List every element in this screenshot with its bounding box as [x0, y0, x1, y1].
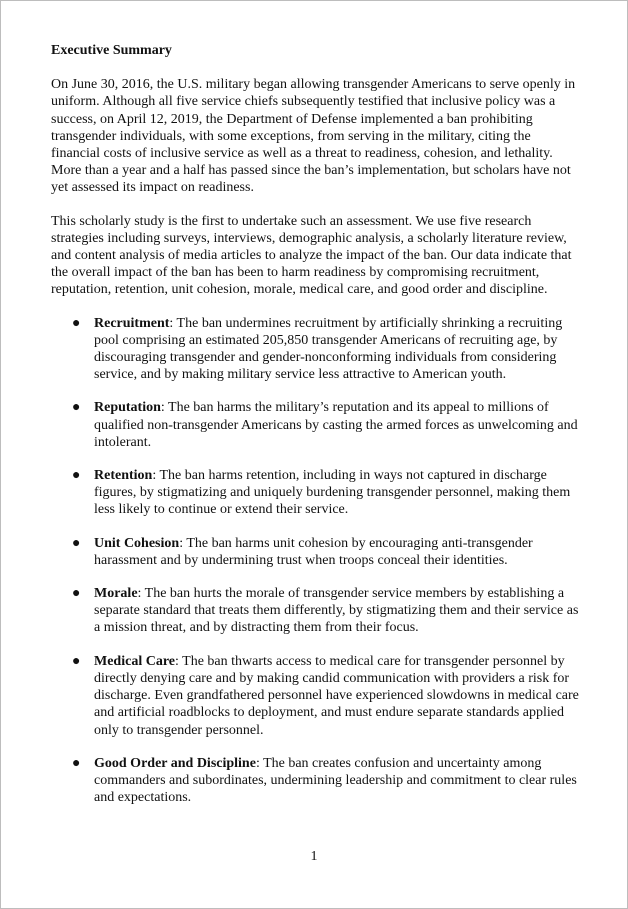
term-label: Retention	[94, 468, 153, 484]
list-item-recruitment	[51, 315, 583, 384]
page-number: 1	[310, 849, 318, 864]
list-item-medical-care	[51, 653, 583, 739]
term-label: Recruitment	[94, 315, 170, 331]
findings-list	[51, 315, 583, 807]
term-description: : The ban harms retention, including in ways not captured in discharge figures, by stigmatizing and uniquely burdening transgender personnel, making them less likely to continue or extend their service.	[94, 468, 571, 518]
list-item-retention	[51, 467, 583, 519]
term-description: : The ban harms the military’s reputation and its appeal to millions of qualified non-transgender Americans by casting the armed forces as unwelcoming and intolerant.	[94, 400, 578, 450]
bullet-icon: ●	[72, 755, 81, 771]
term-description: : The ban harms unit cohesion by encouraging anti-transgender harassment and by undermining trust when troops conceal their identities.	[94, 535, 533, 568]
term-description: : The ban thwarts access to medical care for transgender personnel by directly denying care and by making candid communication with providers a risk for discharge. Even grandfathered personnel have experienced slowdowns in medical care and artificial roadblocks to deployment, and must endure separate standards applied only to transgender personnel.	[94, 653, 579, 738]
list-item-good-order	[51, 755, 583, 807]
term-description: : The ban hurts the morale of transgender service members by establishing a separate standard that treats them differently, by stigmatizing them and their service as a mission threat, and by distracting them from their focus.	[94, 586, 579, 636]
intro-paragraph: On June 30, 2016, the U.S. military began allowing transgender Americans to serve openly in uniform. Although all five service chiefs subsequently testified that inclusive policy was a success, on April 12, 2019, the Department of Defense implemented a ban prohibiting transgender individuals, with some exceptions, from serving in the military, citing the financial costs of inclusive service as well as a threat to readiness, cohesion, and lethality. More than a year and a half has passed since the ban’s implementation, but scholars have not yet assessed its impact on readiness.	[51, 77, 576, 196]
bullet-icon: ●	[72, 586, 81, 602]
study-paragraph: This scholarly study is the first to undertake such an assessment. We use five research strategies including surveys, interviews, demographic analysis, a scholarly literature review, and content analysis of media articles to analyze the impact of the ban. Our data indicate that the overall impact of the ban has been to harm readiness by compromising recruitment, reputation, retention, unit cohesion, morale, medical care, and good order and discipline.	[51, 213, 572, 298]
term-label: Unit Cohesion	[94, 535, 180, 551]
list-item-morale	[51, 585, 583, 637]
bullet-icon: ●	[72, 653, 81, 669]
section-heading: Executive Summary	[51, 43, 172, 58]
term-label: Medical Care	[94, 653, 175, 669]
term-description: : The ban creates confusion and uncertainty among commanders and subordinates, undermining leadership and commitment to clear rules and expectations.	[94, 755, 577, 806]
term-description: : The ban undermines recruitment by artificially shrinking a recruiting pool comprising an estimated 205,850 transgender Americans of recruiting age, by discouraging transgender and gender-nonconforming individuals from considering service, and by making military service less attractive to American youth.	[94, 315, 563, 383]
bullet-icon: ●	[72, 468, 81, 484]
term-label: Good Order and Discipline	[94, 755, 256, 771]
bullet-icon: ●	[72, 400, 81, 416]
term-label: Morale	[94, 586, 138, 602]
list-item-reputation	[51, 399, 583, 451]
page-content	[51, 42, 583, 822]
bullet-icon: ●	[72, 315, 81, 331]
term-label: Reputation	[94, 400, 161, 416]
list-item-unit-cohesion	[51, 535, 583, 569]
bullet-icon: ●	[72, 535, 81, 551]
